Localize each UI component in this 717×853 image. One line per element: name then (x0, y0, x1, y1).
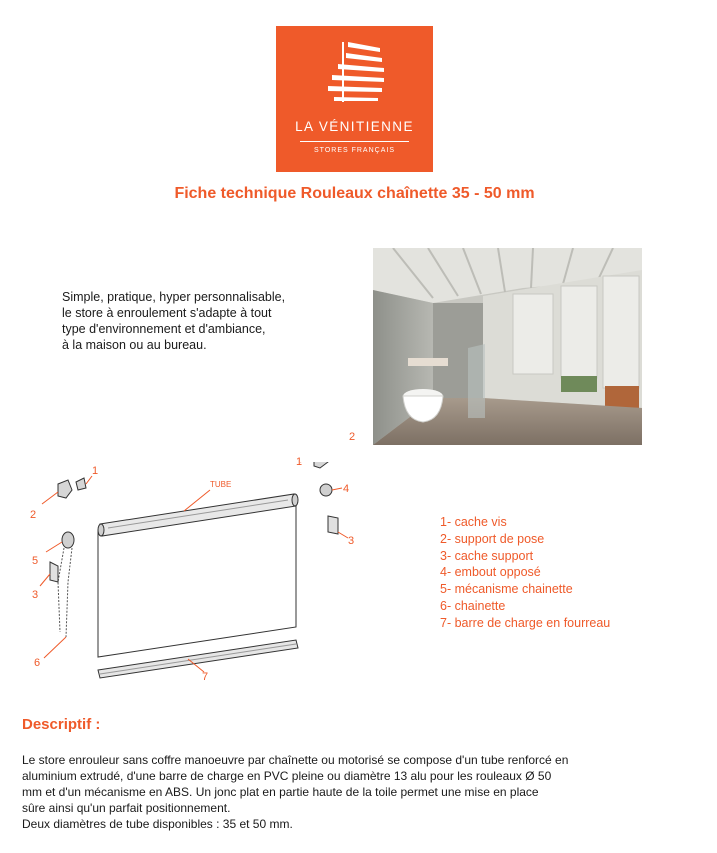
chain (58, 548, 72, 637)
intro-line: à la maison ou au bureau. (62, 338, 207, 352)
callout-7: 7 (202, 671, 209, 683)
legend-item: 6- chainette (440, 598, 506, 613)
legend-item: 7- barre de charge en fourreau (440, 615, 611, 630)
brand-logo (276, 26, 433, 172)
intro-line: Simple, pratique, hyper personnalisable, (62, 290, 286, 304)
intro-line: type d'environnement et d'ambiance, (62, 322, 266, 336)
legend-item: 1- cache vis (440, 515, 507, 529)
intro-text (62, 289, 322, 353)
interior-photo (373, 248, 642, 445)
brand-name: LA VÉNITIENNE (295, 119, 414, 134)
description-line: aluminium extrudé, d'une barre de charge en PVC pleine ou diamètre 13 alu pour les rouleaux Ø 50 (22, 769, 552, 783)
tube-label: TUBE (210, 480, 232, 489)
description-heading: Descriptif : (22, 716, 101, 733)
callout-5: 5 (32, 555, 39, 567)
logo-divider (300, 141, 409, 142)
legend-item: 2- support de pose (440, 531, 545, 546)
legend-item: 4- embout opposé (440, 565, 541, 580)
description-text (22, 752, 622, 832)
roller-blind-diagram (28, 462, 368, 692)
callout-4: 4 (343, 483, 350, 495)
chain-mechanism (62, 532, 74, 548)
callout-3-right: 3 (348, 535, 355, 547)
legend-item: 5- mécanisme chainette (440, 582, 573, 597)
description-line: mm et d'un mécanisme en ABS. Un jonc plat en partie haute de la toile permet une mise en place (22, 785, 539, 799)
callout-3: 3 (32, 589, 39, 601)
description-line: sûre ainsi qu'un parfait positionnement. (22, 801, 231, 815)
callout-2: 2 (30, 509, 37, 521)
venetian-blind-logo-icon (324, 40, 386, 104)
callout-2-right: 2 (349, 431, 356, 443)
legend-item: 3- cache support (440, 548, 534, 563)
parts-legend (440, 514, 610, 632)
intro-line: le store à enroulement s'adapte à tout (62, 306, 272, 320)
callout-6: 6 (34, 657, 41, 669)
page-title: Fiche technique Rouleaux chaînette 35 - 50 mm (174, 185, 535, 202)
description-line: Deux diamètres de tube disponibles : 35 et 50 mm. (22, 817, 293, 831)
description-line: Le store enrouleur sans coffre manoeuvre par chaînette ou motorisé se compose d'un tube renforcé en (22, 753, 569, 767)
brand-tagline: STORES FRANÇAIS (314, 147, 395, 154)
callout-1-right: 1 (296, 456, 303, 468)
callout-1: 1 (92, 465, 99, 477)
